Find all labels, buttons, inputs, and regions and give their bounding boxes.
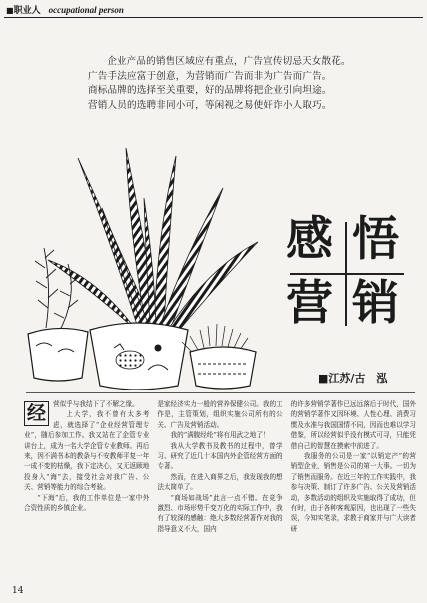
title-char: 感	[286, 212, 333, 267]
header-rule	[4, 17, 423, 18]
body-paragraph: 我服务的公司是一家“以销定产”的营销型企业，销售是公司的第一大事。一切为了销售而服务。在近三年的工作实践中，我参与决策、制订了许多广告、公关及营销活动，多数活动的组织及实施取得了成功，但有时，由于各种客观原因，也出现了一些失误，今知实笔录，求教于商家并与广大读者研	[290, 452, 416, 533]
article-body	[24, 399, 416, 589]
intro-line: 商标品牌的选择至关重要，好的品牌将把企业引向坦途。	[88, 85, 332, 97]
body-column-3	[291, 399, 416, 589]
body-column-2	[157, 399, 282, 589]
section-name-en: occupational person	[48, 5, 124, 15]
square-bullet-icon: ■	[6, 5, 14, 15]
intro-verse	[88, 55, 410, 113]
body-paragraph: 我的“满腹经纶”将有用武之地了！	[170, 431, 270, 440]
article-title	[282, 214, 410, 334]
byline-rule	[26, 392, 415, 393]
body-paragraph: “下海”后，我的工作单位是一家中外合资性质的乡镇企业。	[24, 493, 150, 513]
body-paragraph: 然而，在进入商界之后，我发现我的想法太简单了。	[157, 472, 283, 492]
body-column-1	[24, 399, 149, 589]
drop-cap: 经	[24, 401, 49, 426]
body-paragraph: “商场如战场”此言一点不错。在竞争激烈、市场形势千变万化的实际工作中，我有了较深的感触：绝大多数经营著作对我的指导意义不大，国内	[157, 493, 283, 533]
author-byline: ■江苏/古 泓	[318, 372, 388, 385]
section-header	[6, 3, 124, 16]
body-paragraph: 是家经济实力一般的营养保健公司。我的工作是，主管策划，组织实施公司所有的公关、广告及营销活动。	[157, 400, 283, 429]
intro-line: 企业产品的销售区域应有重点，广告宣传切忌天女散花。	[107, 56, 351, 67]
body-paragraph: 营似乎与我结下了不解之缘。	[53, 400, 139, 408]
potted-plants-illustration	[18, 138, 278, 390]
body-paragraph: 我从大学教书及教书的过程中，曾学习、研究了近几十本国内外企管经营方面的专著。	[157, 441, 283, 471]
intro-line: 营销人员的选聘非同小可，等闲视之易使奸诈小人取巧。	[88, 99, 332, 111]
section-name-cn: 职业人	[13, 6, 41, 16]
title-char: 销	[352, 276, 399, 331]
body-paragraph: 上大学，我不曾有太多考虑，就选择了“企业经营管理专业”，随后参加工作。我又站在了企管专业讲台上，成为一名大学企管专业教师。再后来，因不满书本的教条与不安教师平复一年一成不变的枯燥，我下定决心，又无返顾地投身入“海”去，接受社会对我广告、公关、营销等能力的综合考验。	[24, 410, 150, 492]
intro-line: 广告手法应富于创意，为营销而广告而非为广告而广告。	[88, 70, 332, 82]
title-char: 营	[286, 276, 333, 331]
body-paragraph: 的许多营销学著作已远远落后于时代，国外的营销学著作又因环境、人性心理、消费习惯及水准与我国国情不同，因而也难以学习借鉴，所以经营似乎没有模式可寻，只能凭借自己的智慧在摸索中前进了。	[290, 400, 416, 450]
title-divider-horizontal	[290, 273, 404, 275]
title-char: 悟	[352, 212, 399, 267]
page-number: 14	[12, 586, 24, 596]
